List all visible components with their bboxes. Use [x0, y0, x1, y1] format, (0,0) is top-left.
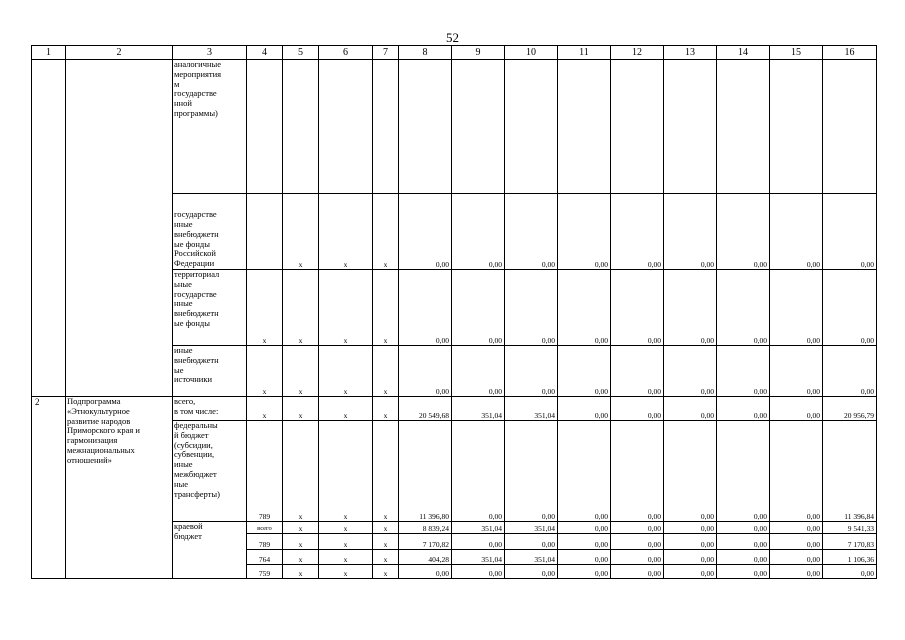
cell-value: 0,00 — [505, 194, 558, 270]
cell-col5: x — [283, 270, 319, 346]
cell-col7: x — [373, 270, 399, 346]
cell-value: 0,00 — [399, 270, 452, 346]
cell-value: 0,00 — [664, 194, 717, 270]
col-header: 4 — [247, 46, 283, 60]
cell-value: 0,00 — [505, 270, 558, 346]
cell-value: 20 549,68 — [399, 397, 452, 421]
cell-col7: x — [373, 565, 399, 579]
cell-value: 0,00 — [611, 270, 664, 346]
cell-value: 0,00 — [664, 346, 717, 397]
col-header: 16 — [823, 46, 877, 60]
cell-value: 404,28 — [399, 550, 452, 565]
cell-col4 — [247, 194, 283, 270]
cell-value: 0,00 — [452, 270, 505, 346]
cell-value: 0,00 — [717, 270, 770, 346]
cell-value: 0,00 — [505, 565, 558, 579]
cell-value: 7 170,82 — [399, 534, 452, 550]
cell-value: 0,00 — [770, 270, 823, 346]
cell-value: 0,00 — [611, 534, 664, 550]
cell-col5: x — [283, 550, 319, 565]
funding-source-label: аналогичные мероприятия м государстве нной программы) — [173, 60, 247, 194]
cell-value: 351,04 — [505, 397, 558, 421]
cell-value: 0,00 — [452, 346, 505, 397]
col-header: 11 — [558, 46, 611, 60]
cell-col4: x — [247, 346, 283, 397]
cell-col6: x — [319, 397, 373, 421]
cell-value: 0,00 — [558, 534, 611, 550]
cell-value: 0,00 — [558, 522, 611, 534]
cell-col6: x — [319, 346, 373, 397]
cell-value: 0,00 — [452, 534, 505, 550]
cell-value: 0,00 — [505, 421, 558, 522]
cell-col4: 789 — [247, 421, 283, 522]
header-row — [32, 46, 877, 60]
cell-col4: x — [247, 270, 283, 346]
cell-value: 0,00 — [399, 346, 452, 397]
cell-col6: x — [319, 534, 373, 550]
col-header: 12 — [611, 46, 664, 60]
cell-col4: 789 — [247, 534, 283, 550]
cell-value: 0,00 — [770, 522, 823, 534]
cell-value: 0,00 — [664, 565, 717, 579]
cell-value: 0,00 — [717, 534, 770, 550]
cell-value: 0,00 — [717, 565, 770, 579]
funding-source-label: всего, в том числе: — [173, 397, 247, 421]
cell-value: 0,00 — [770, 421, 823, 522]
cell-value: 0,00 — [823, 346, 877, 397]
cell-value: 0,00 — [399, 565, 452, 579]
cell-value: 0,00 — [823, 194, 877, 270]
cell-col6: x — [319, 194, 373, 270]
cell-value: 351,04 — [452, 550, 505, 565]
cell-col5: x — [283, 397, 319, 421]
funding-source-label: краевой бюджет — [173, 522, 247, 579]
cell-value: 0,00 — [611, 397, 664, 421]
cell-col6: x — [319, 565, 373, 579]
cell-value: 0,00 — [717, 346, 770, 397]
cell-value: 0,00 — [505, 534, 558, 550]
cell-col4: 759 — [247, 565, 283, 579]
cell-empty — [66, 60, 173, 397]
budget-table — [31, 45, 877, 579]
cell-col5: x — [283, 565, 319, 579]
cell-value: 0,00 — [664, 270, 717, 346]
cell-value: 0,00 — [558, 397, 611, 421]
table-row — [32, 397, 877, 421]
cell-value: 0,00 — [823, 565, 877, 579]
cell-value: 351,04 — [452, 397, 505, 421]
cell-col5: x — [283, 346, 319, 397]
page-number: 52 — [446, 30, 459, 45]
cell-col5: x — [283, 421, 319, 522]
cell-value: 0,00 — [664, 397, 717, 421]
cell-value: 0,00 — [823, 270, 877, 346]
cell-value: 0,00 — [717, 421, 770, 522]
cell-empty — [32, 60, 66, 397]
cell-value: 0,00 — [717, 550, 770, 565]
col-header: 14 — [717, 46, 770, 60]
cell-col5: x — [283, 534, 319, 550]
cell-value: 0,00 — [770, 565, 823, 579]
cell-value: 0,00 — [558, 565, 611, 579]
cell-value: 0,00 — [717, 397, 770, 421]
col-header: 5 — [283, 46, 319, 60]
cell-value: 0,00 — [770, 346, 823, 397]
cell-value: 0,00 — [770, 194, 823, 270]
col-header: 6 — [319, 46, 373, 60]
cell-value: 0,00 — [611, 194, 664, 270]
cell-value: 351,04 — [505, 522, 558, 534]
cell-value: 0,00 — [611, 565, 664, 579]
cell-value: 351,04 — [505, 550, 558, 565]
cell-value: 0,00 — [717, 522, 770, 534]
cell-value: 0,00 — [770, 550, 823, 565]
cell-value: 0,00 — [611, 522, 664, 534]
cell-col7: x — [373, 421, 399, 522]
row-number: 2 — [32, 397, 66, 579]
cell-value: 11 396,80 — [399, 421, 452, 522]
cell-value: 0,00 — [770, 397, 823, 421]
cell-value: 1 106,36 — [823, 550, 877, 565]
cell-col7: x — [373, 397, 399, 421]
cell-value: 9 541,33 — [823, 522, 877, 534]
cell-col7: x — [373, 194, 399, 270]
cell-value: 0,00 — [770, 534, 823, 550]
cell-col7: x — [373, 522, 399, 534]
col-header: 3 — [173, 46, 247, 60]
cell-col6: x — [319, 421, 373, 522]
col-header: 1 — [32, 46, 66, 60]
cell-value: 7 170,83 — [823, 534, 877, 550]
funding-source-label: государстве нные внебюджетн ые фонды Российской Федерации — [173, 194, 247, 270]
cell-col5: x — [283, 522, 319, 534]
cell-value: 20 956,79 — [823, 397, 877, 421]
cell-value: 351,04 — [452, 522, 505, 534]
col-header: 10 — [505, 46, 558, 60]
cell-col6: x — [319, 550, 373, 565]
cell-col7: x — [373, 346, 399, 397]
cell-value: 0,00 — [399, 194, 452, 270]
cell-value: 0,00 — [558, 421, 611, 522]
cell-value: 0,00 — [664, 421, 717, 522]
subprogram-name: Подпрограмма «Этнокультурное развитие народов Приморского края и гармонизация межнациональных отношений» — [66, 397, 173, 579]
cell-value: 11 396,84 — [823, 421, 877, 522]
col-header: 7 — [373, 46, 399, 60]
funding-source-label: иные внебюджетн ые источники — [173, 346, 247, 397]
funding-source-label: территориал ьные государстве нные внебюджетн ые фонды — [173, 270, 247, 346]
cell-value: 0,00 — [611, 550, 664, 565]
cell-value: 0,00 — [611, 421, 664, 522]
col-header: 13 — [664, 46, 717, 60]
col-header: 15 — [770, 46, 823, 60]
funding-source-label: федеральны й бюджет (субсидии, субвенции, иные межбюджет ные трансферты) — [173, 421, 247, 522]
cell-col7: x — [373, 534, 399, 550]
cell-col6: x — [319, 522, 373, 534]
cell-col5: x — [283, 194, 319, 270]
cell-col4: x — [247, 397, 283, 421]
cell-value: 0,00 — [664, 534, 717, 550]
cell-value: 0,00 — [717, 194, 770, 270]
col-header: 8 — [399, 46, 452, 60]
cell-col4: 764 — [247, 550, 283, 565]
cell-value: 0,00 — [558, 346, 611, 397]
cell-value: 0,00 — [611, 346, 664, 397]
cell-value: 0,00 — [558, 270, 611, 346]
cell-col4: всего — [247, 522, 283, 534]
cell-value: 0,00 — [452, 194, 505, 270]
cell-col6: x — [319, 270, 373, 346]
cell-value: 0,00 — [505, 346, 558, 397]
cell-value: 0,00 — [664, 550, 717, 565]
cell-value: 0,00 — [452, 565, 505, 579]
table-row — [32, 60, 877, 194]
cell-value: 0,00 — [558, 550, 611, 565]
cell-value: 0,00 — [558, 194, 611, 270]
cell-col7: x — [373, 550, 399, 565]
cell-value: 0,00 — [452, 421, 505, 522]
cell-value: 8 839,24 — [399, 522, 452, 534]
cell-value: 0,00 — [664, 522, 717, 534]
col-header: 9 — [452, 46, 505, 60]
col-header: 2 — [66, 46, 173, 60]
